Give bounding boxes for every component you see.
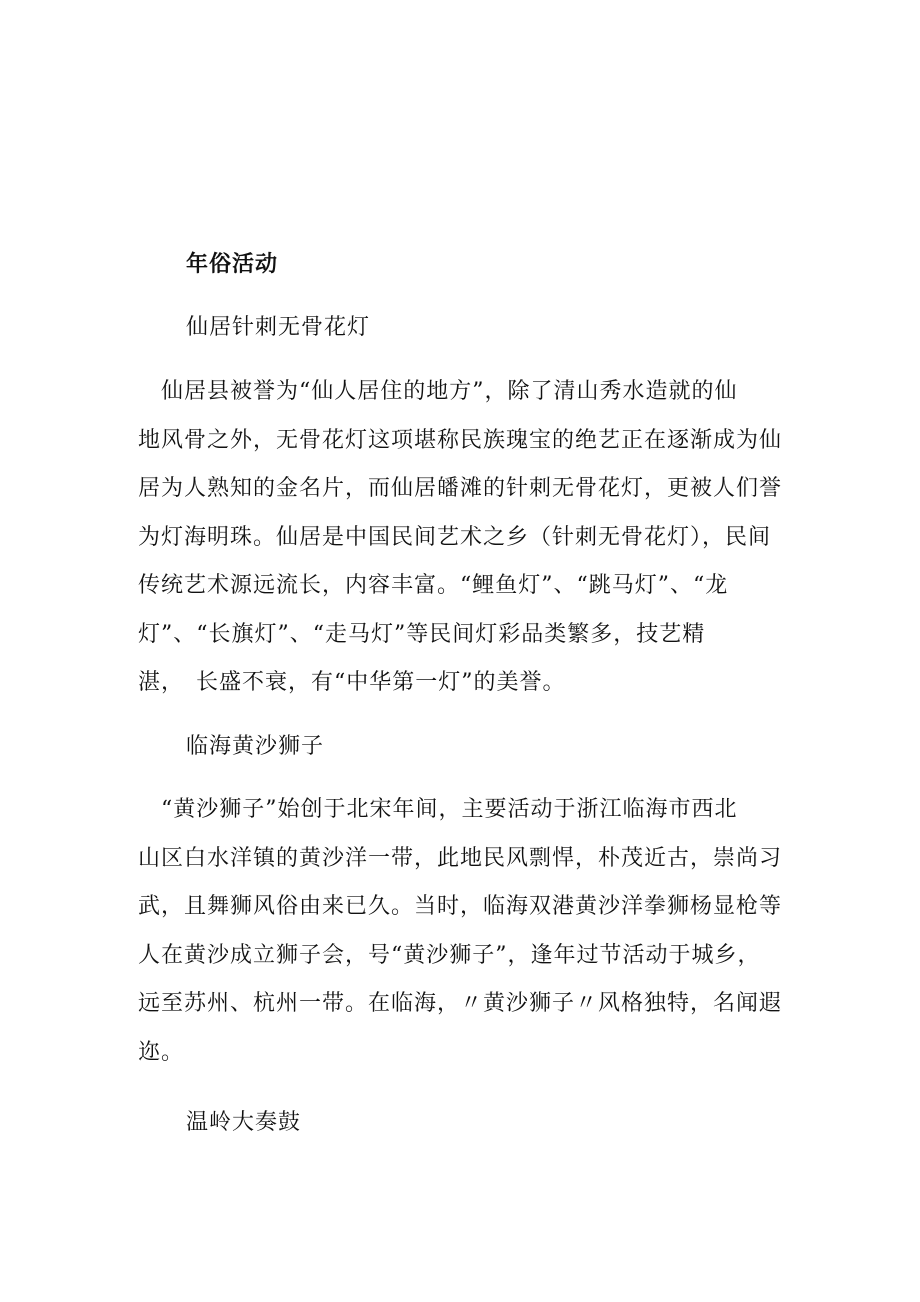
- paragraph-line: 人在黄沙成立狮子会，号“黄沙狮子”，逢年过节活动于城乡，: [138, 942, 761, 968]
- paragraph-line: 仙居县被誉为“仙人居住的地方”，除了清山秀水造就的仙: [138, 379, 738, 404]
- subheading-xianju-lantern: 仙居针刺无骨花灯: [186, 315, 371, 340]
- paragraph-line: 为灯海明珠。仙居是中国民间艺术之乡（针刺无骨花灯），民间: [138, 524, 772, 550]
- paragraph-line: 迩。: [138, 1039, 185, 1065]
- section-heading: 年俗活动: [186, 252, 279, 277]
- paragraph-line: 湛， 长盛不衰，有“中华第一灯”的美誉。: [138, 670, 566, 695]
- paragraph-xianju-lantern: [138, 377, 798, 717]
- paragraph-line: 灯”、“长旗灯”、“走马灯”等民间灯彩品类繁多，技艺精: [138, 621, 706, 647]
- paragraph-linhai-lion: [138, 795, 798, 1086]
- subheading-linhai-lion: 临海黄沙狮子: [186, 734, 325, 759]
- paragraph-line: 居为人熟知的金名片，而仙居皤滩的针刺无骨花灯，更被人们誉: [138, 476, 783, 501]
- paragraph-line: 传统艺术源远流长，内容丰富。“鲤鱼灯”、“跳马灯”、“龙: [138, 573, 729, 598]
- paragraph-line: 武，且舞狮风俗由来已久。当时，临海双港黄沙洋拳狮杨显枪等: [138, 894, 783, 919]
- paragraph-line: 地风骨之外，无骨花灯这项堪称民族瑰宝的绝艺正在逐渐成为仙: [138, 427, 783, 453]
- subheading-wenling-drum: 温岭大奏鼓: [186, 1110, 302, 1135]
- paragraph-line: 山区白水洋镇的黄沙洋一带，此地民风剽悍，朴茂近古，崇尚习: [138, 845, 783, 871]
- paragraph-line: 远至苏州、杭州一带。在临海，〃黄沙狮子〃风格独特，名闻遐: [138, 991, 783, 1016]
- paragraph-line: “黄沙狮子”始创于北宋年间，主要活动于浙江临海市西北: [138, 797, 738, 822]
